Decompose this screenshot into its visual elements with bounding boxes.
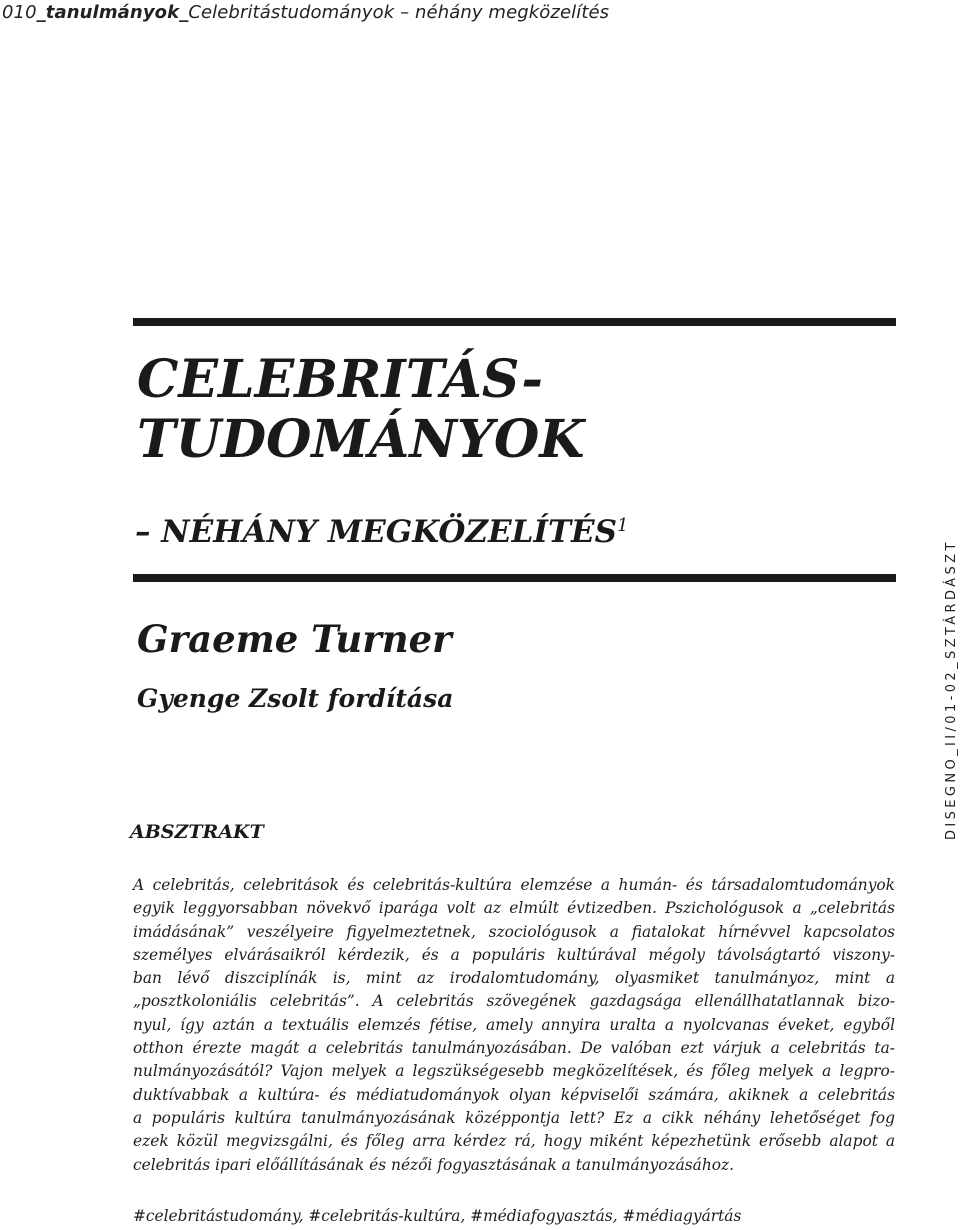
- abstract-line: nulmányozásától? Vajon melyek a legszükségesebb megközelítések, és főleg melyek a legpro-: [133, 1062, 895, 1081]
- abstract-line: „posztkoloniális celebritás”. A celebritás szövegének gazdagsága ellenállhatatlannak bizo-: [133, 992, 895, 1011]
- abstract-line: celebritás ipari előállításának és nézői fogyasztásának a tanulmányozásához.: [133, 1155, 735, 1174]
- top-rule: [133, 318, 896, 326]
- keywords: #celebritástudomány, #celebritás-kultúra, #médiafogyasztás, #médiagyártás: [133, 1207, 742, 1225]
- article-title: [137, 350, 584, 470]
- abstract-line: A celebritás, celebritások és celebritás-kultúra elemzése a humán- és társadalomtudományok: [133, 876, 895, 894]
- section-label: _tanulmányok_: [36, 2, 189, 23]
- abstract-line: otthon érezte magát a celebritás tanulmányozásában. De valóban ezt várjuk a celebritás ta-: [133, 1039, 895, 1058]
- article-subtitle: [135, 506, 628, 552]
- abstract-line: nyul, így aztán a textuális elemzés fétise, amely annyira uralta a nyolcvanas éveket, egyből: [133, 1015, 895, 1034]
- abstract-line: ezek közül megvizsgálni, és főleg arra kérdez rá, hogy miként képezhetünk erősebb alapot a: [133, 1132, 895, 1151]
- title-line-1: CELEBRITÁS-: [137, 349, 543, 410]
- bottom-rule: [133, 574, 896, 582]
- title-line-2: TUDOMÁNYOK: [137, 409, 585, 470]
- abstract-line: imádásának” veszélyeire figyelmeztetnek, szociológusok a fiatalokat hírnévvel kapcsolatos: [133, 922, 895, 941]
- page-number: 010: [2, 2, 37, 23]
- author-name: Graeme Turner: [137, 617, 452, 661]
- abstract-heading: ABSZTRAKT: [130, 821, 264, 843]
- abstract-line: duktívabbak a kultúra- és médiatudományok olyan képviselői számára, akiknek a celebritás: [133, 1085, 895, 1104]
- running-head: [2, 2, 609, 23]
- abstract-line: ban lévő diszciplínák is, mint az irodalomtudomány, olyasmiket tanulmányoz, mint a: [133, 969, 895, 988]
- abstract-line: személyes elvárásaikról kérdezik, és a populáris kultúrával mégoly távolságtartó viszony-: [133, 945, 895, 964]
- footnote-mark[interactable]: 1: [617, 515, 629, 536]
- abstract-body: [133, 874, 895, 1177]
- subtitle-text: – NÉHÁNY MEGKÖZELÍTÉS: [135, 514, 618, 550]
- abstract-line: a populáris kultúra tanulmányozásának középpontja lett? Ez a cikk néhány lehetőséget fog: [133, 1108, 895, 1127]
- abstract-line: egyik leggyorsabban növekvő iparága volt az elmúlt évtizedben. Pszichológusok a „celebritás: [133, 899, 895, 918]
- translator-credit: Gyenge Zsolt fordítása: [137, 684, 454, 713]
- journal-side-label: DISEGNO_II/01-02_SZTÁRDÁSZT: [944, 539, 959, 840]
- running-title: Celebritástudományok – néhány megközelítés: [188, 2, 610, 23]
